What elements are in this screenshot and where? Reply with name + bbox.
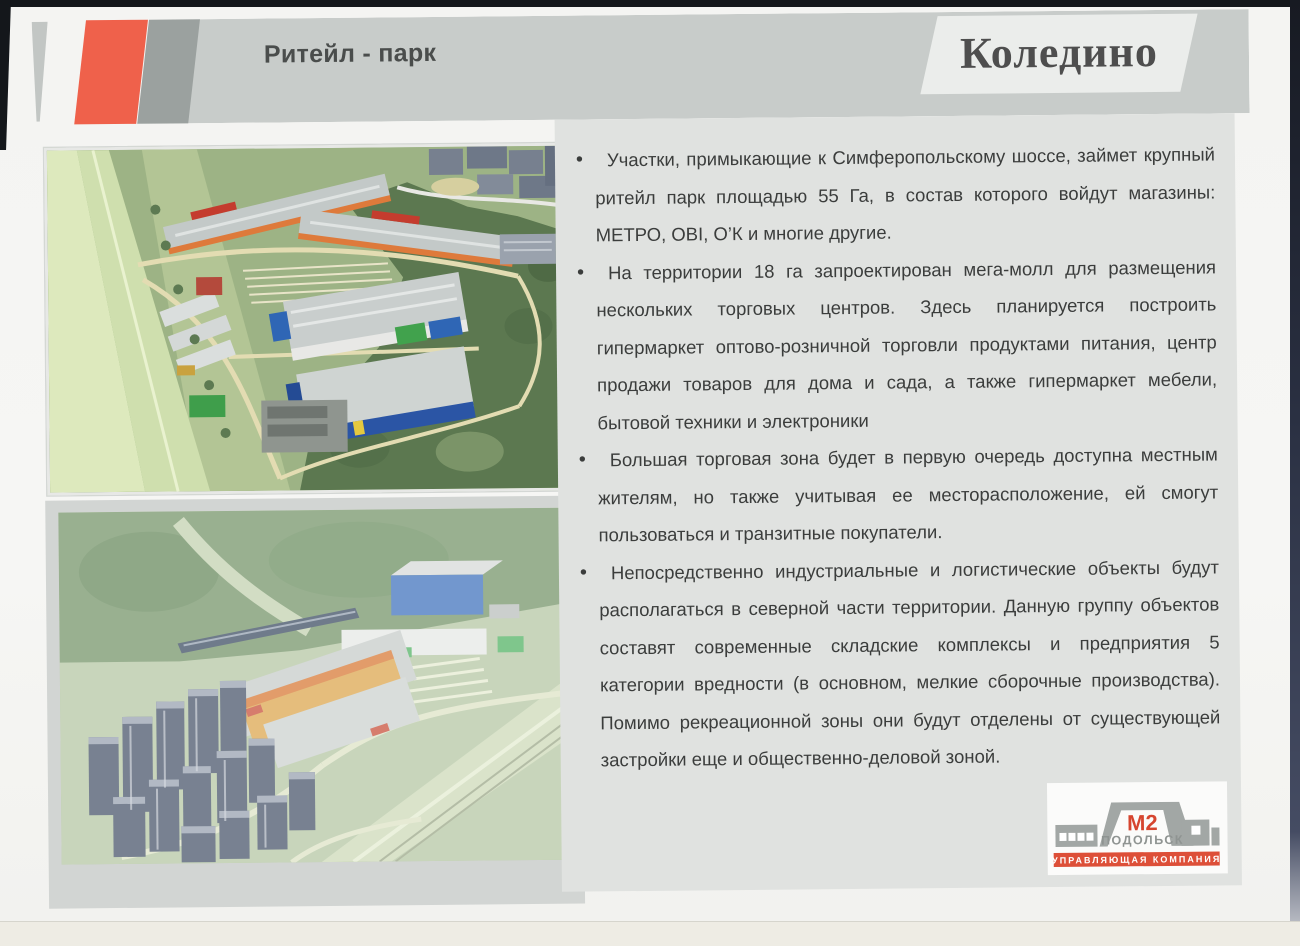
forest — [58, 508, 567, 663]
residential-towers — [88, 680, 316, 863]
decor-wedge — [32, 22, 49, 122]
logo-tagline: УПРАВЛЯЮЩАЯ КОМПАНИЯ — [1052, 853, 1222, 866]
road-band — [320, 678, 570, 862]
location-title: Коледино — [959, 27, 1159, 78]
forest-trees — [79, 531, 220, 612]
office-slab — [177, 608, 359, 654]
m2-logo-art — [1047, 781, 1228, 875]
small-yellow-building — [177, 365, 195, 375]
red-roof-building — [196, 277, 222, 295]
site-roads — [120, 693, 570, 864]
road-line — [352, 704, 569, 862]
scan-edge-top — [0, 0, 1300, 7]
section-title: Ритейл - парк — [263, 38, 437, 69]
blue-warehouse — [391, 575, 483, 616]
bullet-item: • На территории 18 га запроектирован мега-молл для размещения нескольких торговых центров. Здесь планируется построить гипермаркет оптово-розничной торговли продуктами питания, центр продажи товаров для дома и сада, а также гипермаркет мебели, бытовой техники и электроники — [574, 248, 1218, 442]
green-roof-building — [189, 395, 225, 417]
scan-sheet-below — [0, 921, 1300, 946]
forest-trees — [268, 521, 449, 599]
slide-page — [0, 6, 1291, 922]
decor-orange-stripe — [74, 20, 148, 125]
bullet-item: • Большая торговая зона будет в первую очередь доступна местным жителям, но также учитывая ее месторасположение, ей смогут пользоваться и транзитные покупатели. — [576, 435, 1219, 554]
aerial-photo-development-art — [58, 508, 569, 865]
logo-city: ПОДОЛЬСК — [1100, 832, 1185, 848]
aerial-photo-retail-park-art — [47, 146, 566, 493]
text-panel — [555, 113, 1242, 891]
location-plate — [920, 14, 1197, 95]
logistics-buildings — [341, 560, 524, 658]
green-building — [498, 636, 524, 652]
service-yard — [261, 400, 347, 453]
bullet-item: • Участки, примыкающие к Симферопольскому шоссе, займет крупный ритейл парк площадью 55 Га, в состав которого войдут магазины: МЕТРО, OBI, О’К и многие другие. — [573, 135, 1216, 254]
forest-clearing — [178, 520, 309, 631]
aerial-photo-retail-park — [44, 143, 569, 496]
parking-rows — [360, 658, 492, 707]
scan-edge-right — [1290, 0, 1300, 924]
rail-line — [394, 732, 569, 862]
logo-brand: М2 — [1126, 810, 1158, 836]
m2-logo — [1047, 781, 1228, 875]
office-slab-line — [183, 612, 355, 646]
bullet-list — [573, 135, 1221, 779]
bullet-item: • Непосредственно индустриальные и логистические объекты будут располагаться в северной части территории. Данную группу объектов составят современные складские комплексы и предприятия 5 категории вредности (в основном, мелкие сборочные производства). Помимо рекреационной зоны они будут отделены от существующей застройки еще и общественно-деловой зоной. — [577, 548, 1221, 779]
aerial-photo-frame — [45, 496, 585, 909]
u-shaped-mall — [220, 630, 429, 778]
rail-line — [378, 720, 569, 862]
aerial-photo-development — [58, 508, 569, 865]
